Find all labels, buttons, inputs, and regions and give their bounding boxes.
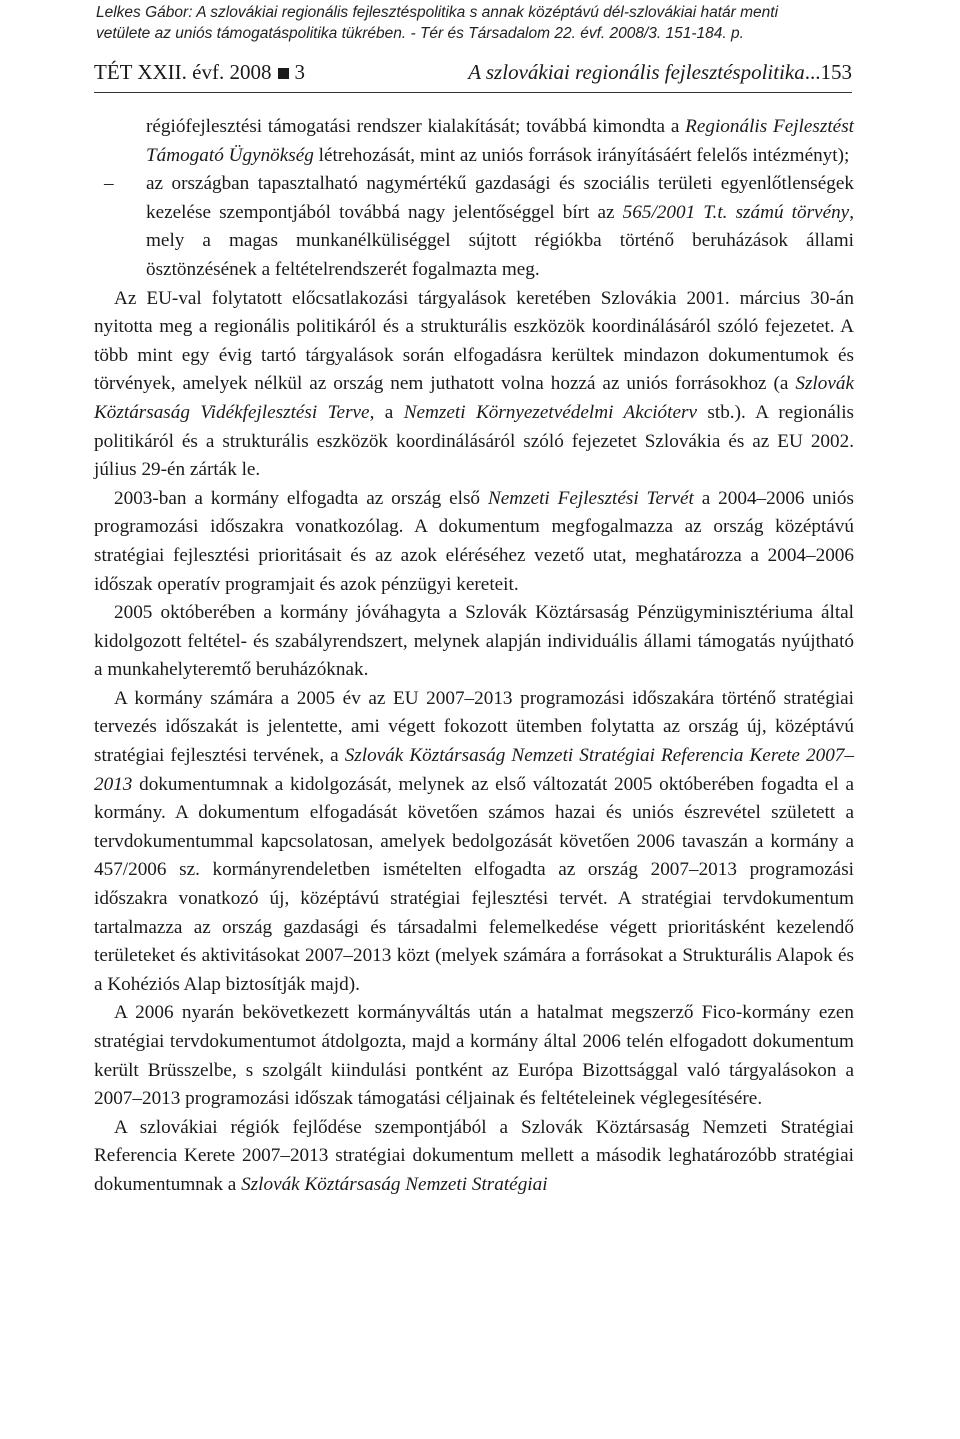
text-run: régiófejlesztési támogatási rendszer kialakítását; továbbá kimondta a	[146, 116, 686, 137]
italic-run: Szlovák Köztársaság Nemzeti Stratégiai Referencia Kerete 2007–2013	[94, 745, 854, 795]
paragraph	[94, 1114, 854, 1200]
issue-number: 3	[294, 60, 305, 84]
running-title-text: A szlovákiai regionális fejlesztéspolitika	[468, 60, 805, 84]
paragraph	[94, 485, 854, 599]
text-run: létrehozását, mint az uniós források irányításáért felelős intézményt);	[313, 144, 850, 166]
page-number: 153	[820, 60, 852, 84]
citation-banner	[96, 2, 896, 44]
paragraph-list-continuation	[94, 113, 854, 170]
text-run: 2003-ban a kormány elfogadta az ország első	[114, 487, 488, 509]
italic-run: Szlovák Köztársaság Vidékfejlesztési Terve	[94, 373, 854, 423]
italic-run: Regionális Fejlesztést Támogató Ügynökség	[146, 116, 854, 166]
paragraph	[94, 685, 854, 1000]
text-run: , mely a magas munkanélküliséggel sújtott régiókba történő beruházások állami ösztönzésének a feltételrendszerét fogalmazta meg.	[146, 201, 855, 280]
paragraph	[94, 285, 854, 485]
italic-run: Szlovák Köztársaság Nemzeti Stratégiai	[241, 1173, 548, 1195]
text-run: Az EU-val folytatott előcsatlakozási tárgyalások keretében Szlovákia 2001. március 30-án nyitotta meg a regionális politikáról és a strukturális eszközök koordinálásáról szóló fejezetet. A több mint egy évig tartó tárgyalások során elfogadásra kerültek mindazon dokumentumok és törvények, amelyek nélkül az ország nem juthatott volna hozzá az uniós forrásokhoz (a	[94, 287, 854, 395]
text-run: A kormány számára a 2005 év az EU 2007–2013 programozási időszakára történő stratégiai tervezés időszakát is jelentette, ami végett fokozott ütemben folytatta az ország új, középtávú stratégiai fejlesztési tervének, a	[94, 687, 854, 767]
dash-bullet: –	[104, 173, 114, 195]
square-bullet-icon	[278, 68, 289, 79]
italic-run: 565/2001 T.t. számú törvény	[622, 201, 850, 223]
body-text	[94, 113, 854, 1200]
text-run: dokumentumnak a kidolgozását, melynek az első változatát 2005 októberében fogadta el a kormány. A dokumentum elfogadását követően számos hazai és uniós észrevétel született a tervdokumentummal kapcsolatosan, amelyek bedolgozását követően 2006 tavaszán a kormány a 457/2006 sz. kormányrendeletben ismételten elfogadta az ország 2007–2013 programozási időszakra vonatkozó új, középtávú stratégiai fejlesztési tervét. A stratégiai tervdokumentum tartalmazza az ország gazdasági és társadalmi felemelkedése végett prioritásként kezelendő területeket és aktivitásokat 2007–2013 közt (melyek számára a forrásokat a Strukturális Alapok és a Kohéziós Alap biztosítják majd).	[94, 773, 854, 995]
italic-run: Nemzeti Környezetvédelmi Akcióterv	[403, 401, 697, 423]
running-header	[94, 60, 852, 93]
journal-name: TÉT XXII. évf. 2008	[94, 60, 272, 84]
running-title-ellipsis: ...	[804, 60, 821, 84]
text-run: A szlovákiai régiók fejlődése szempontjából a Szlovák Köztársaság Nemzeti Stratégiai Referencia Kerete 2007–2013 stratégiai dokumentum mellett a második leghatározóbb stratégiai dokumentumnak a	[94, 1116, 854, 1195]
text-run: stb.). A regionális politikáról és a strukturális eszközök koordinálásáról szóló fejezetet Szlovákia és az EU 2002. július 29-én zárták le.	[94, 401, 854, 481]
citation-line-1: Lelkes Gábor: A szlovákiai regionális fejlesztéspolitika s annak középtávú dél-szlovákiai határ menti	[96, 4, 779, 21]
journal-issue	[94, 60, 305, 85]
italic-run: Nemzeti Fejlesztési Tervét	[487, 487, 694, 509]
citation-line-2: vetülete az uniós támogatáspolitika tükrében. - Tér és Társadalom 22. évf. 2008/3. 151-184. p.	[96, 25, 744, 42]
text-run: , a	[369, 401, 404, 423]
list-item-dash	[94, 170, 854, 284]
running-title	[468, 60, 852, 85]
text-run: az országban tapasztalható nagymértékű gazdasági és szociális területi egyenlőtlenségek kezelése szempontjából továbbá nagy jelentőséggel bírt az	[146, 173, 854, 223]
paragraph: A 2006 nyarán bekövetkezett kormányváltás után a hatalmat megszerző Fico-kormány ezen stratégiai tervdokumentumot átdolgozta, majd a kormány által 2006 telén elfogadott dokumentum került Brüsszelbe, s szolgált kiindulási pontként az Európa Bizottsággal való tárgyalásokon a 2007–2013 programozási időszak támogatási céljainak és feltételeinek véglegesítésére.	[94, 1002, 854, 1110]
paragraph: 2005 októberében a kormány jóváhagyta a Szlovák Köztársaság Pénzügyminisztériuma által kidolgozott feltétel- és szabályrendszert, melynek alapján individuális állami támogatás nyújtható a munkahelyteremtő beruházóknak.	[94, 602, 854, 681]
text-run: a 2004–2006 uniós programozási időszakra vonatkozólag. A dokumentum megfogalmazza az ország középtávú stratégiai fejlesztési prioritásait és az azok eléréséhez vezető utat, meghatározza a 2004–2006 időszak operatív programjait és azok pénzügyi kereteit.	[94, 487, 854, 595]
